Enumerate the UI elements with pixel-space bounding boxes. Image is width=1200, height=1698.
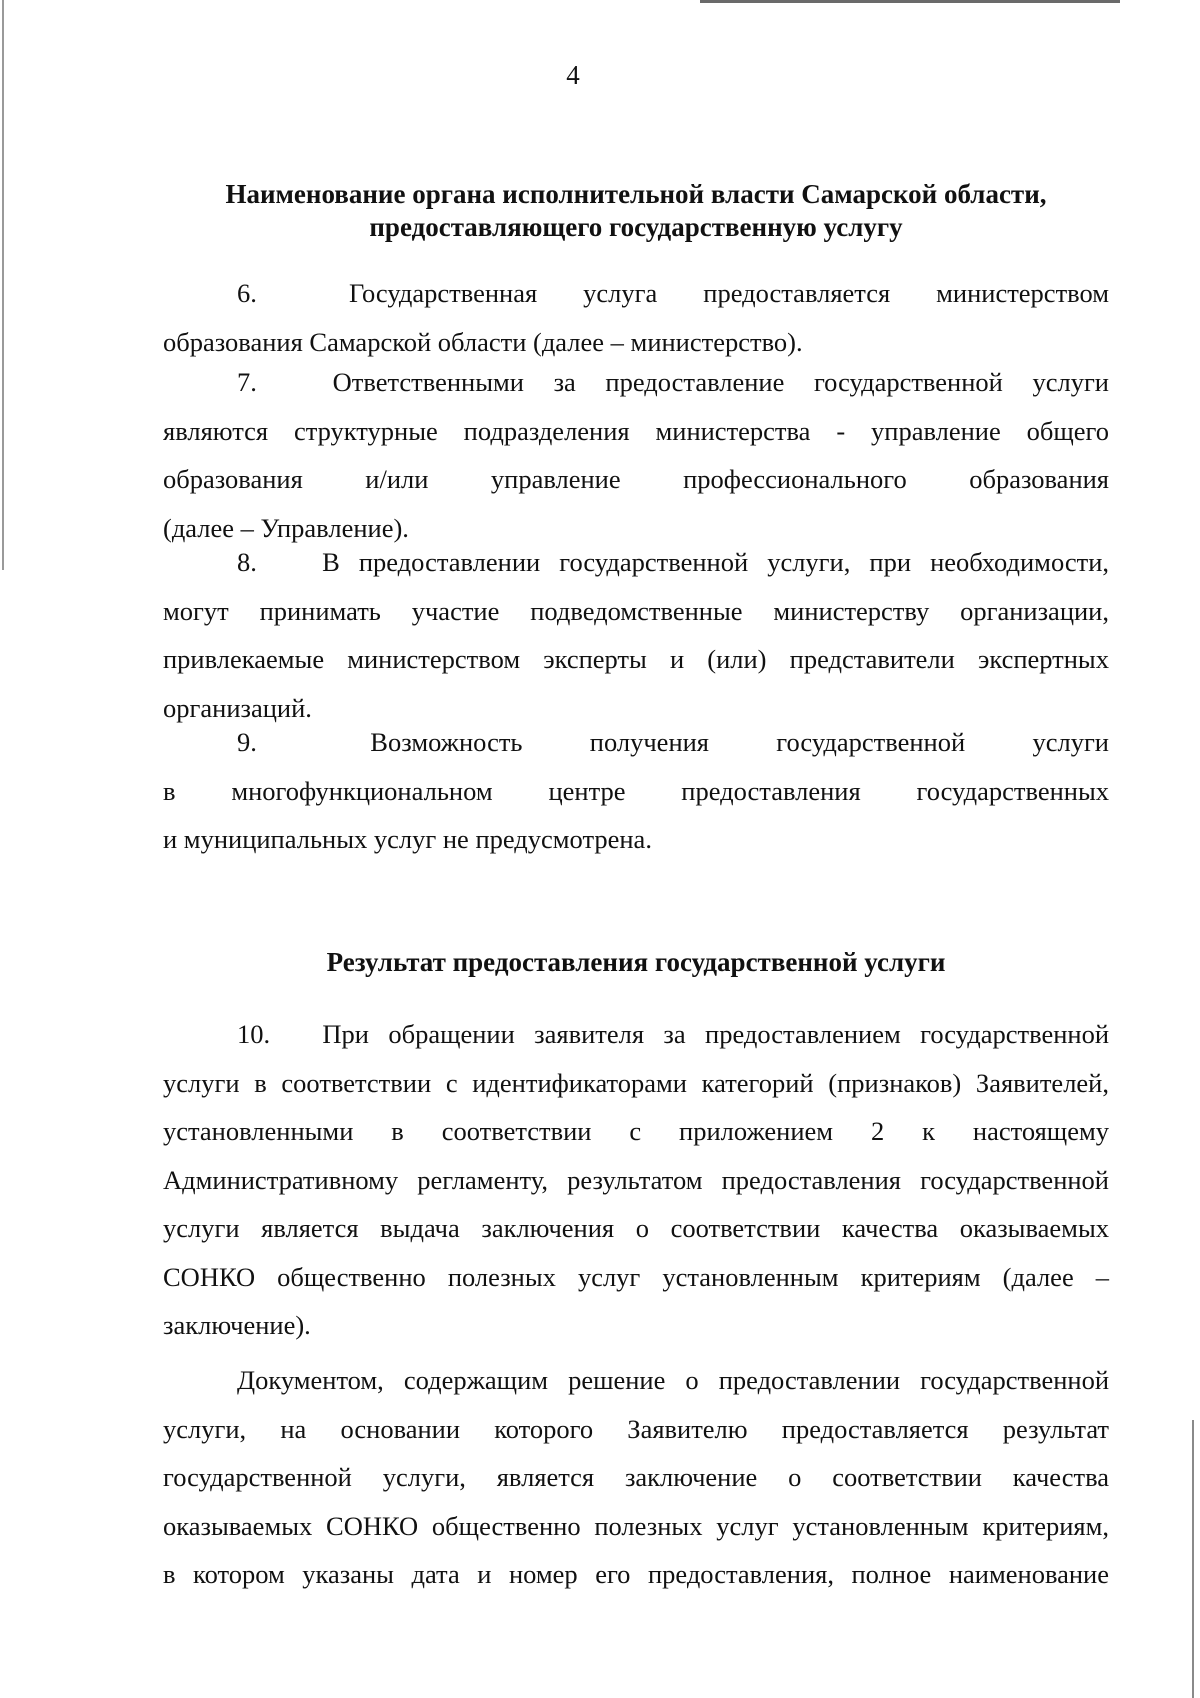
- paragraph-number: 10.: [237, 1019, 271, 1049]
- paragraph-line: и муниципальных услуг не предусмотрена.: [163, 824, 652, 854]
- paragraph-number: 7.: [237, 367, 257, 397]
- paragraph-line: установленными в соответствии с приложением 2 к настоящему: [163, 1116, 1109, 1146]
- paragraph-line: привлекаемые министерством эксперты и (или) представители экспертных: [163, 644, 1109, 674]
- paragraph-10: [163, 1010, 1109, 1350]
- paragraph-line: заключение).: [163, 1310, 311, 1340]
- paragraph-8: [163, 538, 1109, 732]
- paragraph-line: образования и/или управление профессионального образования: [163, 464, 1109, 494]
- section-heading-authority: [163, 178, 1109, 244]
- paragraph-number: 6.: [237, 278, 257, 308]
- paragraph-line: Возможность получения государственной услуги: [370, 727, 1109, 757]
- paragraph-line: услуги в соответствии с идентификаторами категорий (признаков) Заявителей,: [163, 1067, 1109, 1098]
- heading-line: предоставляющего государственную услугу: [369, 212, 903, 242]
- paragraph-7: [163, 358, 1109, 552]
- heading-line: Наименование органа исполнительной власти Самарской области,: [225, 179, 1047, 209]
- page-number: 4: [566, 60, 580, 90]
- paragraph-result-document: [163, 1356, 1109, 1599]
- paragraph-line: в многофункциональном центре предоставления государственных: [163, 775, 1109, 806]
- paragraph-line: образования Самарской области (далее – министерство).: [163, 326, 803, 357]
- paragraph-line: услуги, на основании которого Заявителю предоставляется результат: [163, 1413, 1109, 1444]
- scan-edge-right: [1192, 1420, 1194, 1698]
- paragraph-line: Государственная услуга предоставляется министерством: [349, 278, 1109, 308]
- paragraph-line: государственной услуги, является заключение о соответствии качества: [163, 1462, 1109, 1492]
- paragraph-line: Документом, содержащим решение о предоставлении государственной: [237, 1365, 1109, 1395]
- paragraph-line: (далее – Управление).: [163, 512, 409, 543]
- paragraph-line: могут принимать участие подведомственные министерству организации,: [163, 595, 1109, 626]
- paragraph-line: организаций.: [163, 692, 312, 723]
- section-heading-result: [163, 946, 1109, 979]
- paragraph-number: 9.: [237, 727, 257, 757]
- paragraph-line: Административному регламенту, результатом предоставления государственной: [163, 1164, 1109, 1195]
- paragraph-line: Ответственными за предоставление государственной услуги: [332, 367, 1109, 397]
- paragraph-6: [163, 269, 1109, 366]
- paragraph-number: 8.: [237, 547, 257, 577]
- paragraph-line: являются структурные подразделения министерства - управление общего: [163, 415, 1109, 446]
- paragraph-line: СОНКО общественно полезных услуг установленным критериям (далее –: [163, 1261, 1109, 1292]
- paragraph-line: в котором указаны дата и номер его предоставления, полное наименование: [163, 1559, 1109, 1589]
- paragraph-line: При обращении заявителя за предоставлением государственной: [322, 1019, 1110, 1049]
- heading-line: Результат предоставления государственной услуги: [326, 947, 946, 977]
- paragraph-line: услуги является выдача заключения о соответствии качества оказываемых: [163, 1213, 1109, 1243]
- paragraph-9: [163, 718, 1109, 864]
- scan-edge-left: [2, 0, 4, 570]
- paragraph-line: оказываемых СОНКО общественно полезных услуг установленным критериям,: [163, 1510, 1109, 1541]
- paragraph-line: В предоставлении государственной услуги, при необходимости,: [322, 547, 1110, 577]
- scan-edge-top: [700, 0, 1120, 3]
